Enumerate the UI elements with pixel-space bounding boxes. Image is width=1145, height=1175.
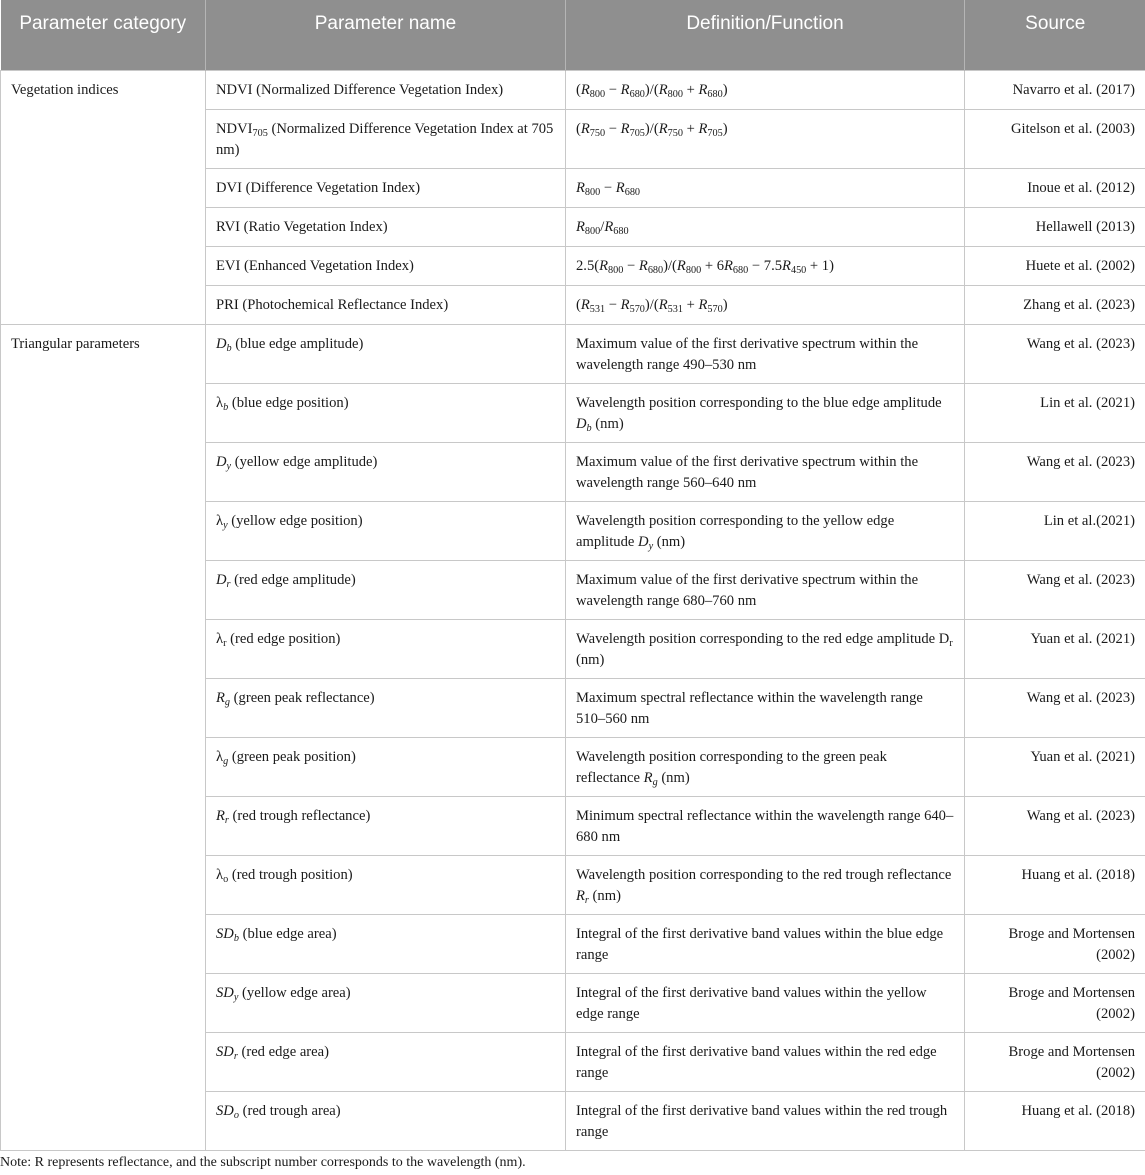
source-cell: Broge and Mortensen (2002) xyxy=(965,914,1145,973)
source-cell: Broge and Mortensen (2002) xyxy=(965,973,1145,1032)
definition-cell: Integral of the first derivative band values within the red trough range xyxy=(566,1091,965,1150)
definition-cell: Maximum value of the first derivative spectrum within the wavelength range 490–530 nm xyxy=(566,324,965,383)
header-parameter-category: Parameter category xyxy=(1,0,206,70)
parameter-name-cell: $SD_o$ (red trough area) xyxy=(206,1091,566,1150)
source-cell: Wang et al. (2023) xyxy=(965,324,1145,383)
definition-cell: Wavelength position corresponding to the green peak reflectance $R_g$ (nm) xyxy=(566,737,965,796)
definition-cell: Maximum spectral reflectance within the wavelength range 510–560 nm xyxy=(566,678,965,737)
source-cell: Wang et al. (2023) xyxy=(965,678,1145,737)
source-cell: Yuan et al. (2021) xyxy=(965,619,1145,678)
definition-cell: Integral of the first derivative band values within the red edge range xyxy=(566,1032,965,1091)
definition-cell: $R_{800} - R_{680}$ xyxy=(566,168,965,207)
parameter-name-cell: $R_g$ (green peak reflectance) xyxy=(206,678,566,737)
definition-cell: Maximum value of the first derivative spectrum within the wavelength range 680–760 nm xyxy=(566,560,965,619)
definition-cell: Minimum spectral reflectance within the wavelength range 640–680 nm xyxy=(566,796,965,855)
parameter-name-cell: $D_y$ (yellow edge amplitude) xyxy=(206,442,566,501)
source-cell: Broge and Mortensen (2002) xyxy=(965,1032,1145,1091)
source-cell: Wang et al. (2023) xyxy=(965,796,1145,855)
parameter-name-cell: $\lambda_y$ (yellow edge position) xyxy=(206,501,566,560)
source-cell: Hellawell (2013) xyxy=(965,207,1145,246)
header-parameter-name: Parameter name xyxy=(206,0,566,70)
definition-cell: Wavelength position corresponding to the red edge amplitude $D_r$ (nm) xyxy=(566,619,965,678)
table-note: Note: R represents reflectance, and the subscript number corresponds to the wavelength (nm). xyxy=(0,1155,526,1170)
definition-cell: Maximum value of the first derivative spectrum within the wavelength range 560–640 nm xyxy=(566,442,965,501)
parameter-name-cell: $NDVI_{705}$ (Normalized Difference Vegetation Index at 705 nm) xyxy=(206,109,566,168)
definition-cell: Wavelength position corresponding to the yellow edge amplitude $D_y$ (nm) xyxy=(566,501,965,560)
parameter-name-cell: $\lambda_r$ (red edge position) xyxy=(206,619,566,678)
parameter-name-cell: NDVI (Normalized Difference Vegetation Index) xyxy=(206,70,566,109)
source-cell: Wang et al. (2023) xyxy=(965,560,1145,619)
source-cell: Gitelson et al. (2003) xyxy=(965,109,1145,168)
definition-cell: $(R_{531} - R_{570})/(R_{531} + R_{570})$ xyxy=(566,285,965,324)
source-cell: Navarro et al. (2017) xyxy=(965,70,1145,109)
definition-cell: $(R_{800} - R_{680})/(R_{800} + R_{680})$ xyxy=(566,70,965,109)
parameter-name-cell: $D_b$ (blue edge amplitude) xyxy=(206,324,566,383)
parameter-name-cell: $SD_y$ (yellow edge area) xyxy=(206,973,566,1032)
definition-cell: $R_{800}/R_{680}$ xyxy=(566,207,965,246)
parameter-name-cell: RVI (Ratio Vegetation Index) xyxy=(206,207,566,246)
table-row xyxy=(1,324,1145,383)
definition-cell: Wavelength position corresponding to the red trough reflectance $R_r$ (nm) xyxy=(566,855,965,914)
source-cell: Zhang et al. (2023) xyxy=(965,285,1145,324)
parameter-name-cell: $SD_b$ (blue edge area) xyxy=(206,914,566,973)
definition-cell: Wavelength position corresponding to the blue edge amplitude $D_b$ (nm) xyxy=(566,383,965,442)
definition-cell: $(R_{750} - R_{705})/(R_{750} + R_{705})$ xyxy=(566,109,965,168)
parameter-name-cell: $SD_r$ (red edge area) xyxy=(206,1032,566,1091)
definition-cell: Integral of the first derivative band values within the yellow edge range xyxy=(566,973,965,1032)
header-definition-function: Definition/Function xyxy=(566,0,965,70)
parameter-name-cell: $\lambda_g$ (green peak position) xyxy=(206,737,566,796)
table-header-row xyxy=(1,0,1145,70)
category-vegetation-indices: Vegetation indices xyxy=(1,70,206,324)
parameter-name-cell: PRI (Photochemical Reflectance Index) xyxy=(206,285,566,324)
parameter-name-cell: $\lambda_b$ (blue edge position) xyxy=(206,383,566,442)
category-triangular-parameters: Triangular parameters xyxy=(1,324,206,1150)
header-source: Source xyxy=(965,0,1145,70)
definition-cell: Integral of the first derivative band values within the blue edge range xyxy=(566,914,965,973)
parameter-name-cell: $R_r$ (red trough reflectance) xyxy=(206,796,566,855)
source-cell: Huang et al. (2018) xyxy=(965,855,1145,914)
parameter-name-cell: $\lambda_o$ (red trough position) xyxy=(206,855,566,914)
source-cell: Wang et al. (2023) xyxy=(965,442,1145,501)
table-row xyxy=(1,70,1145,109)
source-cell: Lin et al.(2021) xyxy=(965,501,1145,560)
source-cell: Lin et al. (2021) xyxy=(965,383,1145,442)
source-cell: Huang et al. (2018) xyxy=(965,1091,1145,1150)
source-cell: Yuan et al. (2021) xyxy=(965,737,1145,796)
parameter-name-cell: DVI (Difference Vegetation Index) xyxy=(206,168,566,207)
source-cell: Huete et al. (2002) xyxy=(965,246,1145,285)
definition-cell: $2.5(R_{800} - R_{680})/(R_{800} + 6R_{680} - 7.5R_{450} + 1)$ xyxy=(566,246,965,285)
parameter-name-cell: EVI (Enhanced Vegetation Index) xyxy=(206,246,566,285)
parameter-name-cell: $D_r$ (red edge amplitude) xyxy=(206,560,566,619)
source-cell: Inoue et al. (2012) xyxy=(965,168,1145,207)
